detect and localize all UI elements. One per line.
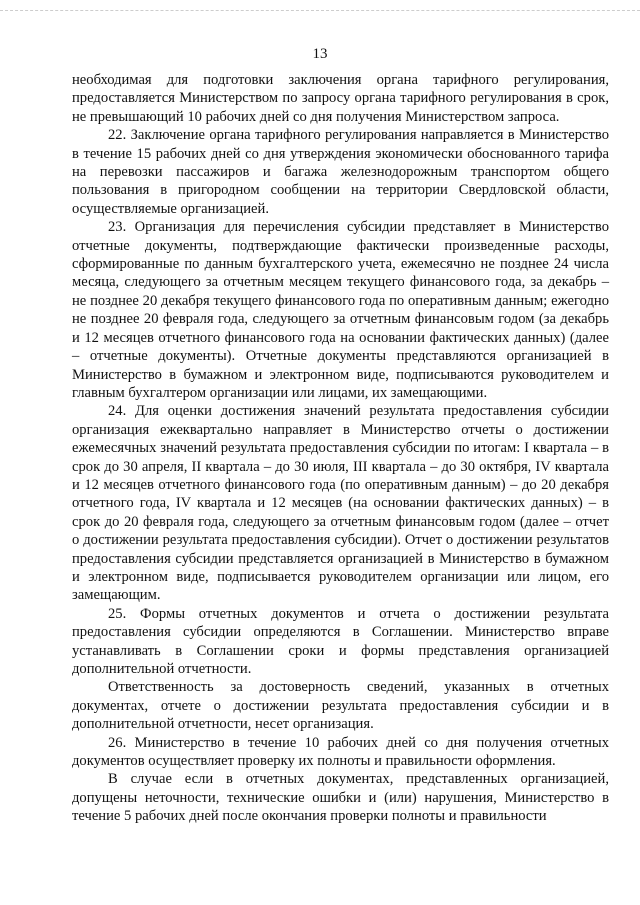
paragraph-25: 25. Формы отчетных документов и отчета о достижении результата предоставления субсидии определяются в Соглашении. Министерство вправе устанавливать в Соглашении сроки и формы представления организацией дополнительной отчетности. — [72, 605, 609, 677]
paragraph-continuation: необходимая для подготовки заключения органа тарифного регулирования, предоставляется Министерством по запросу органа тарифного регулирования в срок, не превышающий 10 рабочих дней со дня получения Министерством запроса. — [72, 72, 609, 125]
paragraph-errors: В случае если в отчетных документах, представленных организацией, допущены неточности, технические ошибки и (или) нарушения, Министерство в течение 5 рабочих дней после окончания проверки полноты и правильности — [72, 771, 609, 825]
page-number: 13 — [312, 46, 328, 62]
paragraph-26: 26. Министерство в течение 10 рабочих дней со дня получения отчетных документов осуществляет проверку их полноты и правильности оформления. — [72, 734, 609, 770]
scan-artifact-line — [0, 10, 640, 14]
paragraph-22: 22. Заключение органа тарифного регулирования направляется в Министерство в течение 15 рабочих дней со дня утверждения экономически обоснованного тарифа на перевозки пассажиров и багажа железнодорожным транспортом общего пользования в пригородном сообщении на территории Свердловской области, осуществляемые организацией. — [72, 127, 609, 217]
paragraph-24: 24. Для оценки достижения значений результата предоставления субсидии организация ежеквартально направляет в Министерство отчеты о достижении ежемесячных значений результата предоставления субсидии по итогам: I квартала – в срок до 30 апреля, II квартала – до 30 июля, III квартала – до 30 октября, IV квартала и 12 месяцев отчетного финансового года (по оперативным данным) – до 20 декабря отчетного года, IV квартала и 12 месяцев (на основании фактических данных) – в срок до 20 февраля года, следующего за отчетным финансовым годом (далее – отчет о достижении результата предоставления субсидии). Отчет о достижении результатов предоставления субсидии представляется организацией в Министерство в бумажном и электронном виде, подписывается руководителем организации или лицом, его замещающим. — [72, 403, 609, 604]
paragraph-responsibility: Ответственность за достоверность сведений, указанных в отчетных документах, отчете о достижении результата предоставления субсидии и в дополнительной отчетности, несет организация. — [72, 679, 609, 733]
paragraph-23: 23. Организация для перечисления субсидии представляет в Министерство отчетные документы, подтверждающие фактически произведенные расходы, сформированные по данным бухгалтерского учета, ежемесячно не позднее 24 числа месяца, следующего за отчетным месяцем текущего финансового года, за декабрь – не позднее 20 декабря текущего финансового года по оперативным данным; ежегодно не позднее 20 февраля года, следующего за отчетным финансовым годом (за декабрь и 12 месяцев отчетного финансового года на основании фактических данных) (далее – отчетные документы). Отчетные документы представляются организацией в Министерство в бумажном и электронном виде, подписываются руководителем и главным бухгалтером организации или лицами, их замещающими. — [72, 219, 609, 401]
document-body — [72, 71, 609, 826]
